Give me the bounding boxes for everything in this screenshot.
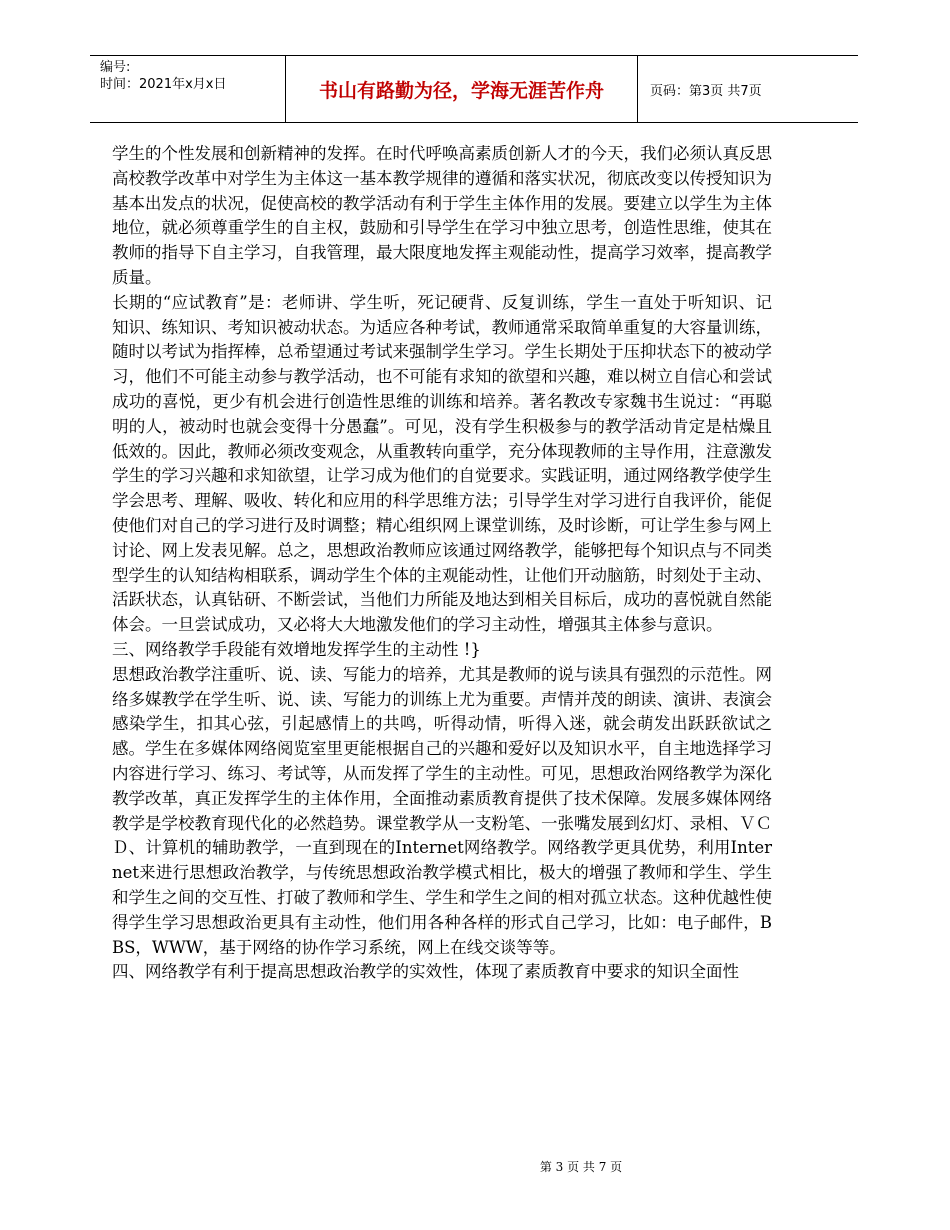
document-body bbox=[112, 142, 772, 985]
page-footer bbox=[0, 1158, 950, 1175]
header-meta-cell bbox=[90, 56, 286, 122]
header-page-info: 页码：第3页 共7页 bbox=[650, 83, 762, 99]
page-header bbox=[90, 55, 858, 123]
body-paragraph: 长期的“应试教育”是：老师讲、学生听，死记硬背、反复训练，学生一直处于听知识、记知识、练知识、考知识被动状态。为适应各种考试，教师通常采取简单重复的大容量训练，随时以考试为指挥棒，总希望通过考试来强制学生学习。学生长期处于压抑状态下的被动学习，他们不可能主动参与教学活动，也不可能有求知的欲望和兴趣，难以树立自信心和尝试成功的喜悦，更少有机会进行创造性思维的训练和培养。著名教改专家魏书生说过：“再聪明的人，被动时也就会变得十分愚蠢”。可见，没有学生积极参与的教学活动肯定是枯燥且低效的。因此，教师必须改变观念，从重教转向重学，充分体现教师的主导作用，注意激发学生的学习兴趣和求知欲望，让学习成为他们的自觉要求。实践证明，通过网络教学使学生学会思考、理解、吸收、转化和应用的科学思维方法；引导学生对学习进行自我评价，能促使他们对自己的学习进行及时调整；精心组织网上课堂训练，及时诊断，可让学生参与网上讨论、网上发表见解。总之，思想政治教师应该通过网络教学，能够把每个知识点与不同类型学生的认知结构相联系，调动学生个体的主观能动性，让他们开动脑筋，时刻处于主动、活跃状态，认真钻研、不断尝试，当他们力所能及地达到相关目标后，成功的喜悦就自然能体会。一旦尝试成功，又必将大大地激发他们的学习主动性，增强其主体参与意识。 bbox=[112, 292, 772, 635]
body-paragraph: 思想政治教学注重听、说、读、写能力的培养，尤其是教师的说与读具有强烈的示范性。网络多媒教学在学生听、说、读、写能力的训练上尤为重要。声情并茂的朗读、演讲、表演会感染学生，扣其心弦，引起感情上的共鸣，听得动情，听得入迷，就会萌发出跃跃欲试之感。学生在多媒体网络阅览室里更能根据自己的兴趣和爱好以及知识水平，自主地选择学习内容进行学习、练习、考试等，从而发挥了学生的主动性。可见，思想政治网络教学为深化教学改革，真正发挥学生的主体作用，全面推动素质教育提供了技术保障。发展多媒体网络教学是学校教育现代化的必然趋势。课堂教学从一支粉笔、一张嘴发展到幻灯、录相、ＶＣＤ、计算机的辅助教学，一直到现在的Internet网络教学。网络教学更具优势，利用Internet来进行思想政治教学，与传统思想政治教学模式相比，极大的增强了教师和学生、学生和学生之间的交互性、打破了教师和学生、学生和学生之间的相对孤立状态。这种优越性使得学生学习思想政治更具有主动性，他们用各种各样的形式自己学习，比如：电子邮件，BBS，WWW，基于网络的协作学习系统，网上在线交谈等等。 bbox=[112, 664, 772, 957]
body-paragraph: 学生的个性发展和创新精神的发挥。在时代呼唤高素质创新人才的今天，我们必须认真反思高校教学改革中对学生为主体这一基本教学规律的遵循和落实状况，彻底改变以传授知识为基本出发点的状况，促使高校的教学活动有利于学生主体作用的发展。要建立以学生为主体地位，就必须尊重学生的自主权，鼓励和引导学生在学习中独立思考，创造性思维，使其在教师的指导下自主学习，自我管理，最大限度地发挥主观能动性，提高学习效率，提高教学质量。 bbox=[112, 144, 772, 287]
section-heading: 三、网络教学手段能有效增地发挥学生的主动性 !} bbox=[112, 639, 481, 659]
footer-page-number: 第 3 页 共 7 页 bbox=[539, 1160, 623, 1174]
document-number-label: 编号: bbox=[100, 60, 131, 75]
header-motto: 书山有路勤为径，学海无涯苦作舟 bbox=[286, 56, 638, 122]
section-heading: 四、网络教学有利于提高思想政治教学的实效性，体现了素质教育中要求的知识全面性 bbox=[112, 962, 739, 982]
document-time-label: 时间：2021年x月x日 bbox=[100, 77, 227, 92]
